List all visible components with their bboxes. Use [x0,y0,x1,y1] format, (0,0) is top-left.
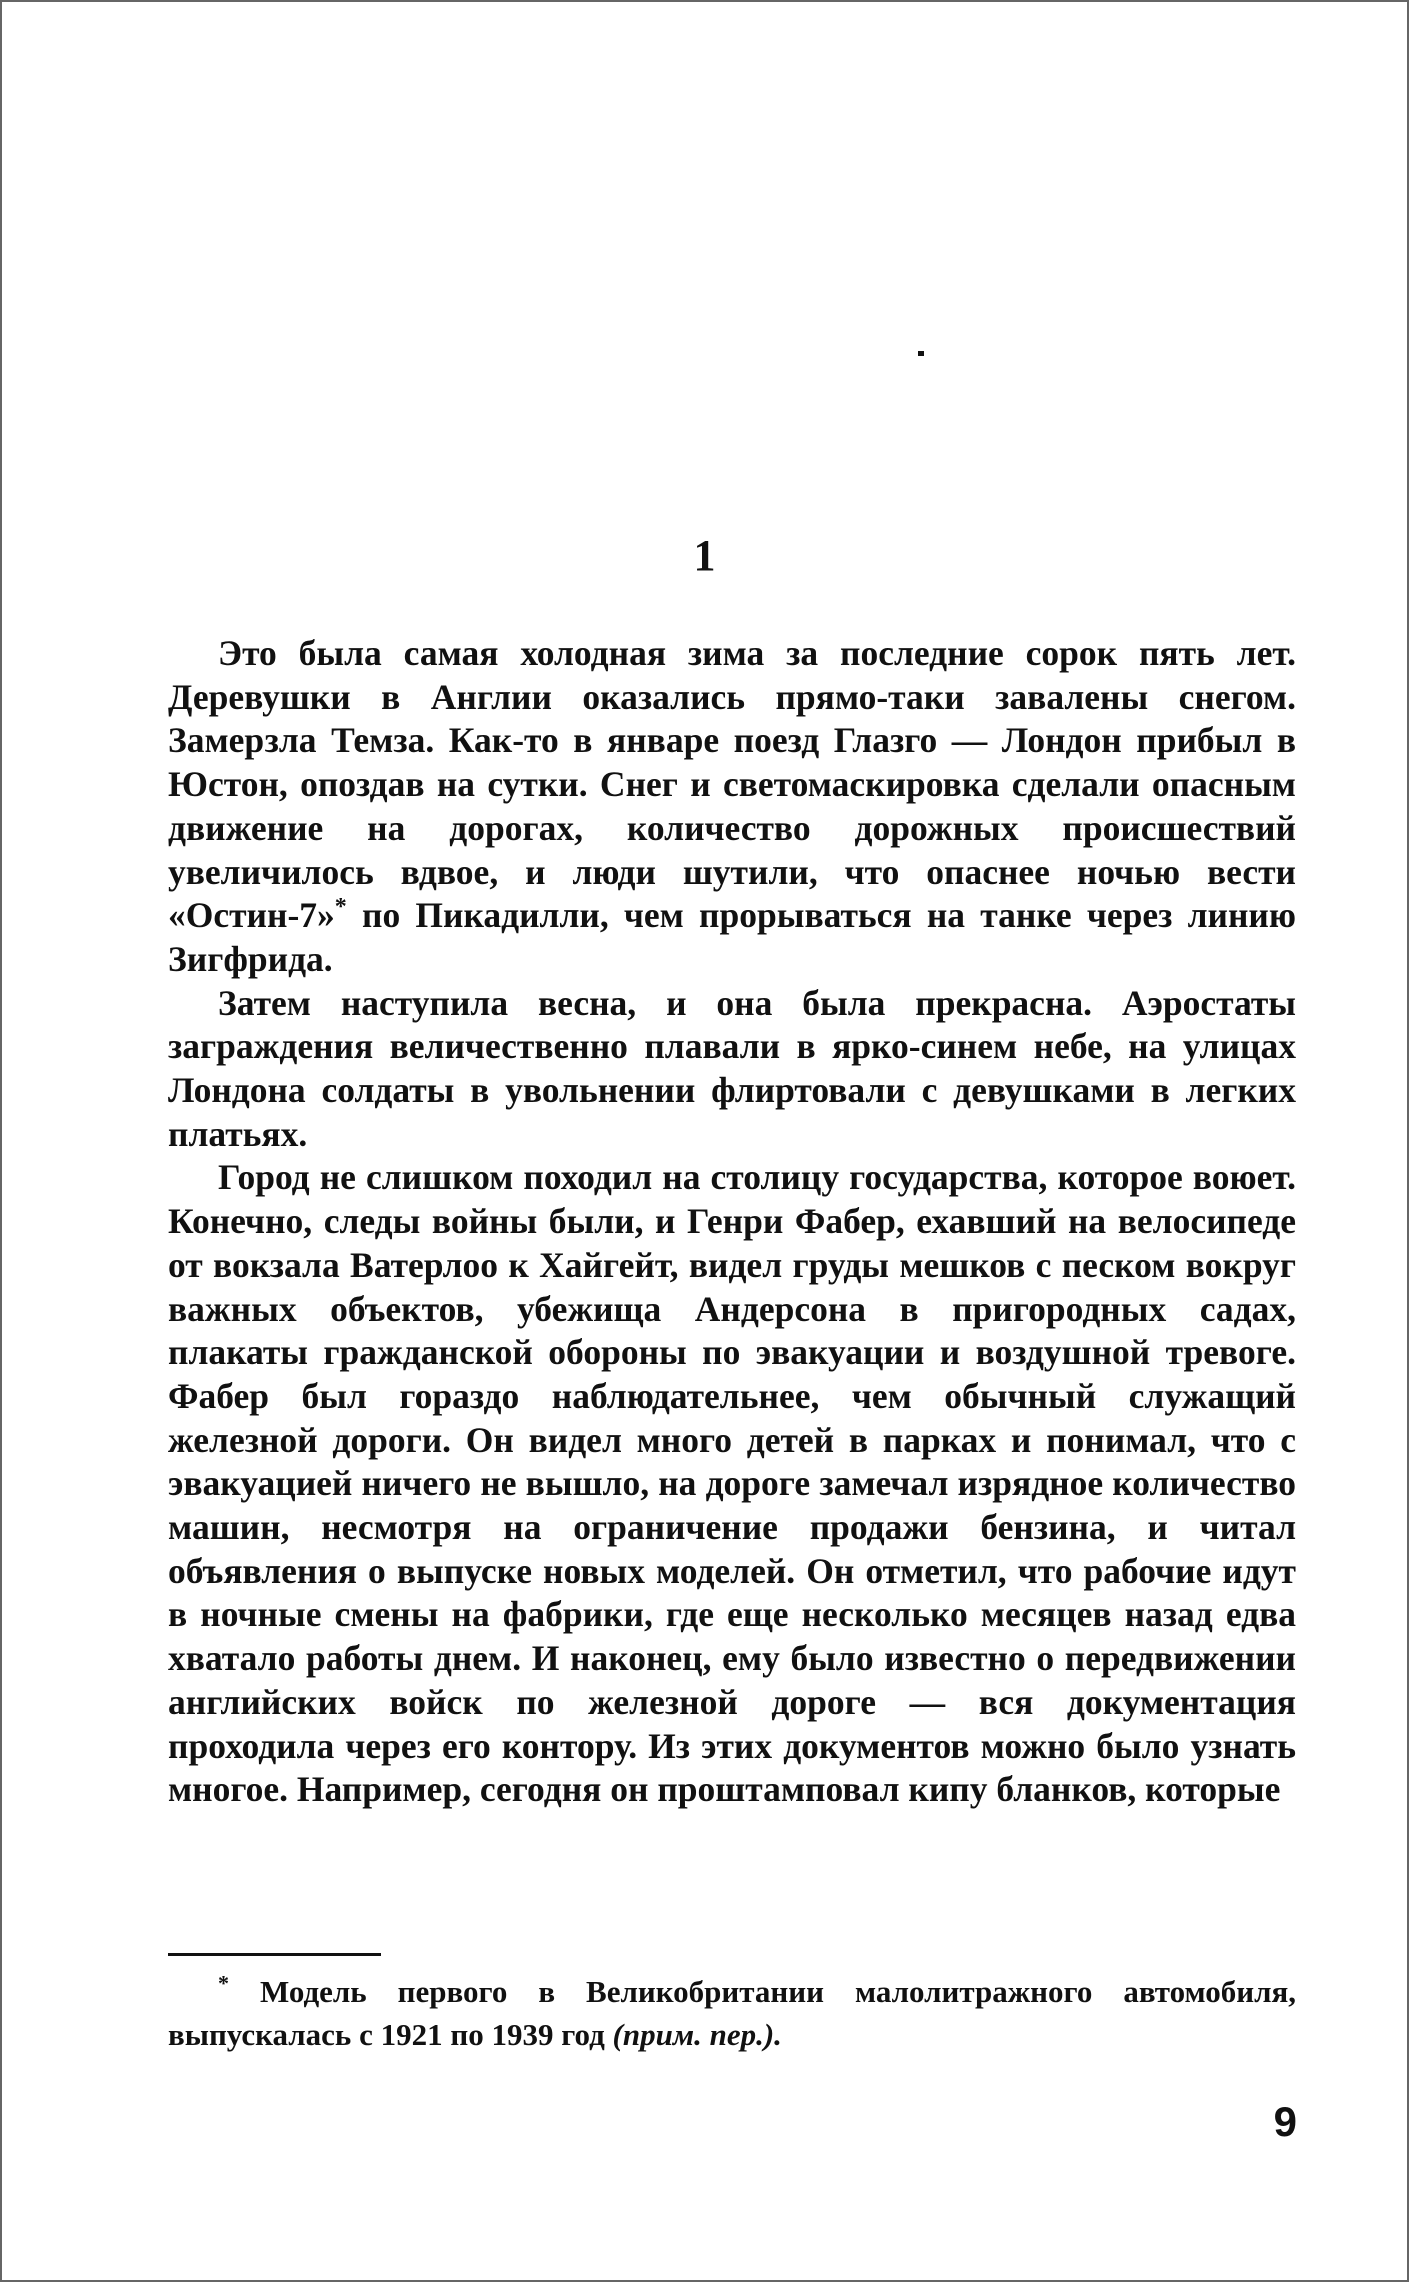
paragraph-1-text-end: по Пикадилли, чем прорываться на танке через линию Зигфрида. [168,895,1296,979]
paragraph-1-text-start: Это была самая холодная зима за последние сорок пять лет. Деревушки в Англии оказались прямо-таки завалены снегом. Замерзла Темза. Как-то в январе поезд Глазго — Лондон прибыл в Юстон, опоздав на сутки. Снег и светомаскировка сделали опасным движение на дорогах, количество дорожных происшествий увеличилось вдвое, и люди шутили, что опаснее ночью вести «Остин-7» [168,633,1296,936]
page-number: 9 [1273,2098,1297,2145]
chapter-body [168,632,1296,1812]
paragraph-3: Город не слишком походил на столицу государства, которое воюет. Конечно, следы войны были, и Генри Фабер, ехавший на велосипеде от вокзала Ватерлоо к Хайгейт, видел груды мешков с песком вокруг важных объектов, убежища Андерсона в пригородных садах, плакаты гражданской обороны по эвакуации и воздушной тревоге. Фабер был гораздо наблюдательнее, чем обычный служащий железной дороги. Он видел много детей в парках и понимал, что с эвакуацией ничего не вышло, на дороге замечал изрядное количество машин, несмотря на ограничение продажи бензина, и читал объявления о выпуске новых моделей. Он отметил, что рабочие идут в ночные смены на фабрики, где еще несколько месяцев назад едва хватало работы днем. И наконец, ему было известно о передвижении английских войск по железной дороге — вся документация проходила через его контору. Из этих документов можно было узнать многое. Например, сегодня он проштамповал кипу бланков, которые [168,1157,1296,1810]
footnote-text: Модель первого в Великобритании малолитражного автомобиля, выпускалась с 1921 по 1939 год [168,1974,1297,2052]
footnote-translator-note: (прим. пер.). [612,2017,782,2052]
scan-speck [918,351,924,356]
paragraph-1 [168,632,1296,982]
footnote [168,1970,1296,2056]
footnote-reference-mark: * [334,894,347,921]
scan-border-top [0,0,1409,2]
footnote-separator [168,1953,381,1956]
footnote-mark: * [218,1970,229,1996]
paragraph-2: Затем наступила весна, и она была прекрасна. Аэростаты заграждения величественно плавали в ярко-синем небе, на улицах Лондона солдаты в увольнении флиртовали с девушками в легких платьях. [168,982,1296,1154]
scan-border-left [0,0,2,2282]
chapter-number: 1 [693,531,716,580]
